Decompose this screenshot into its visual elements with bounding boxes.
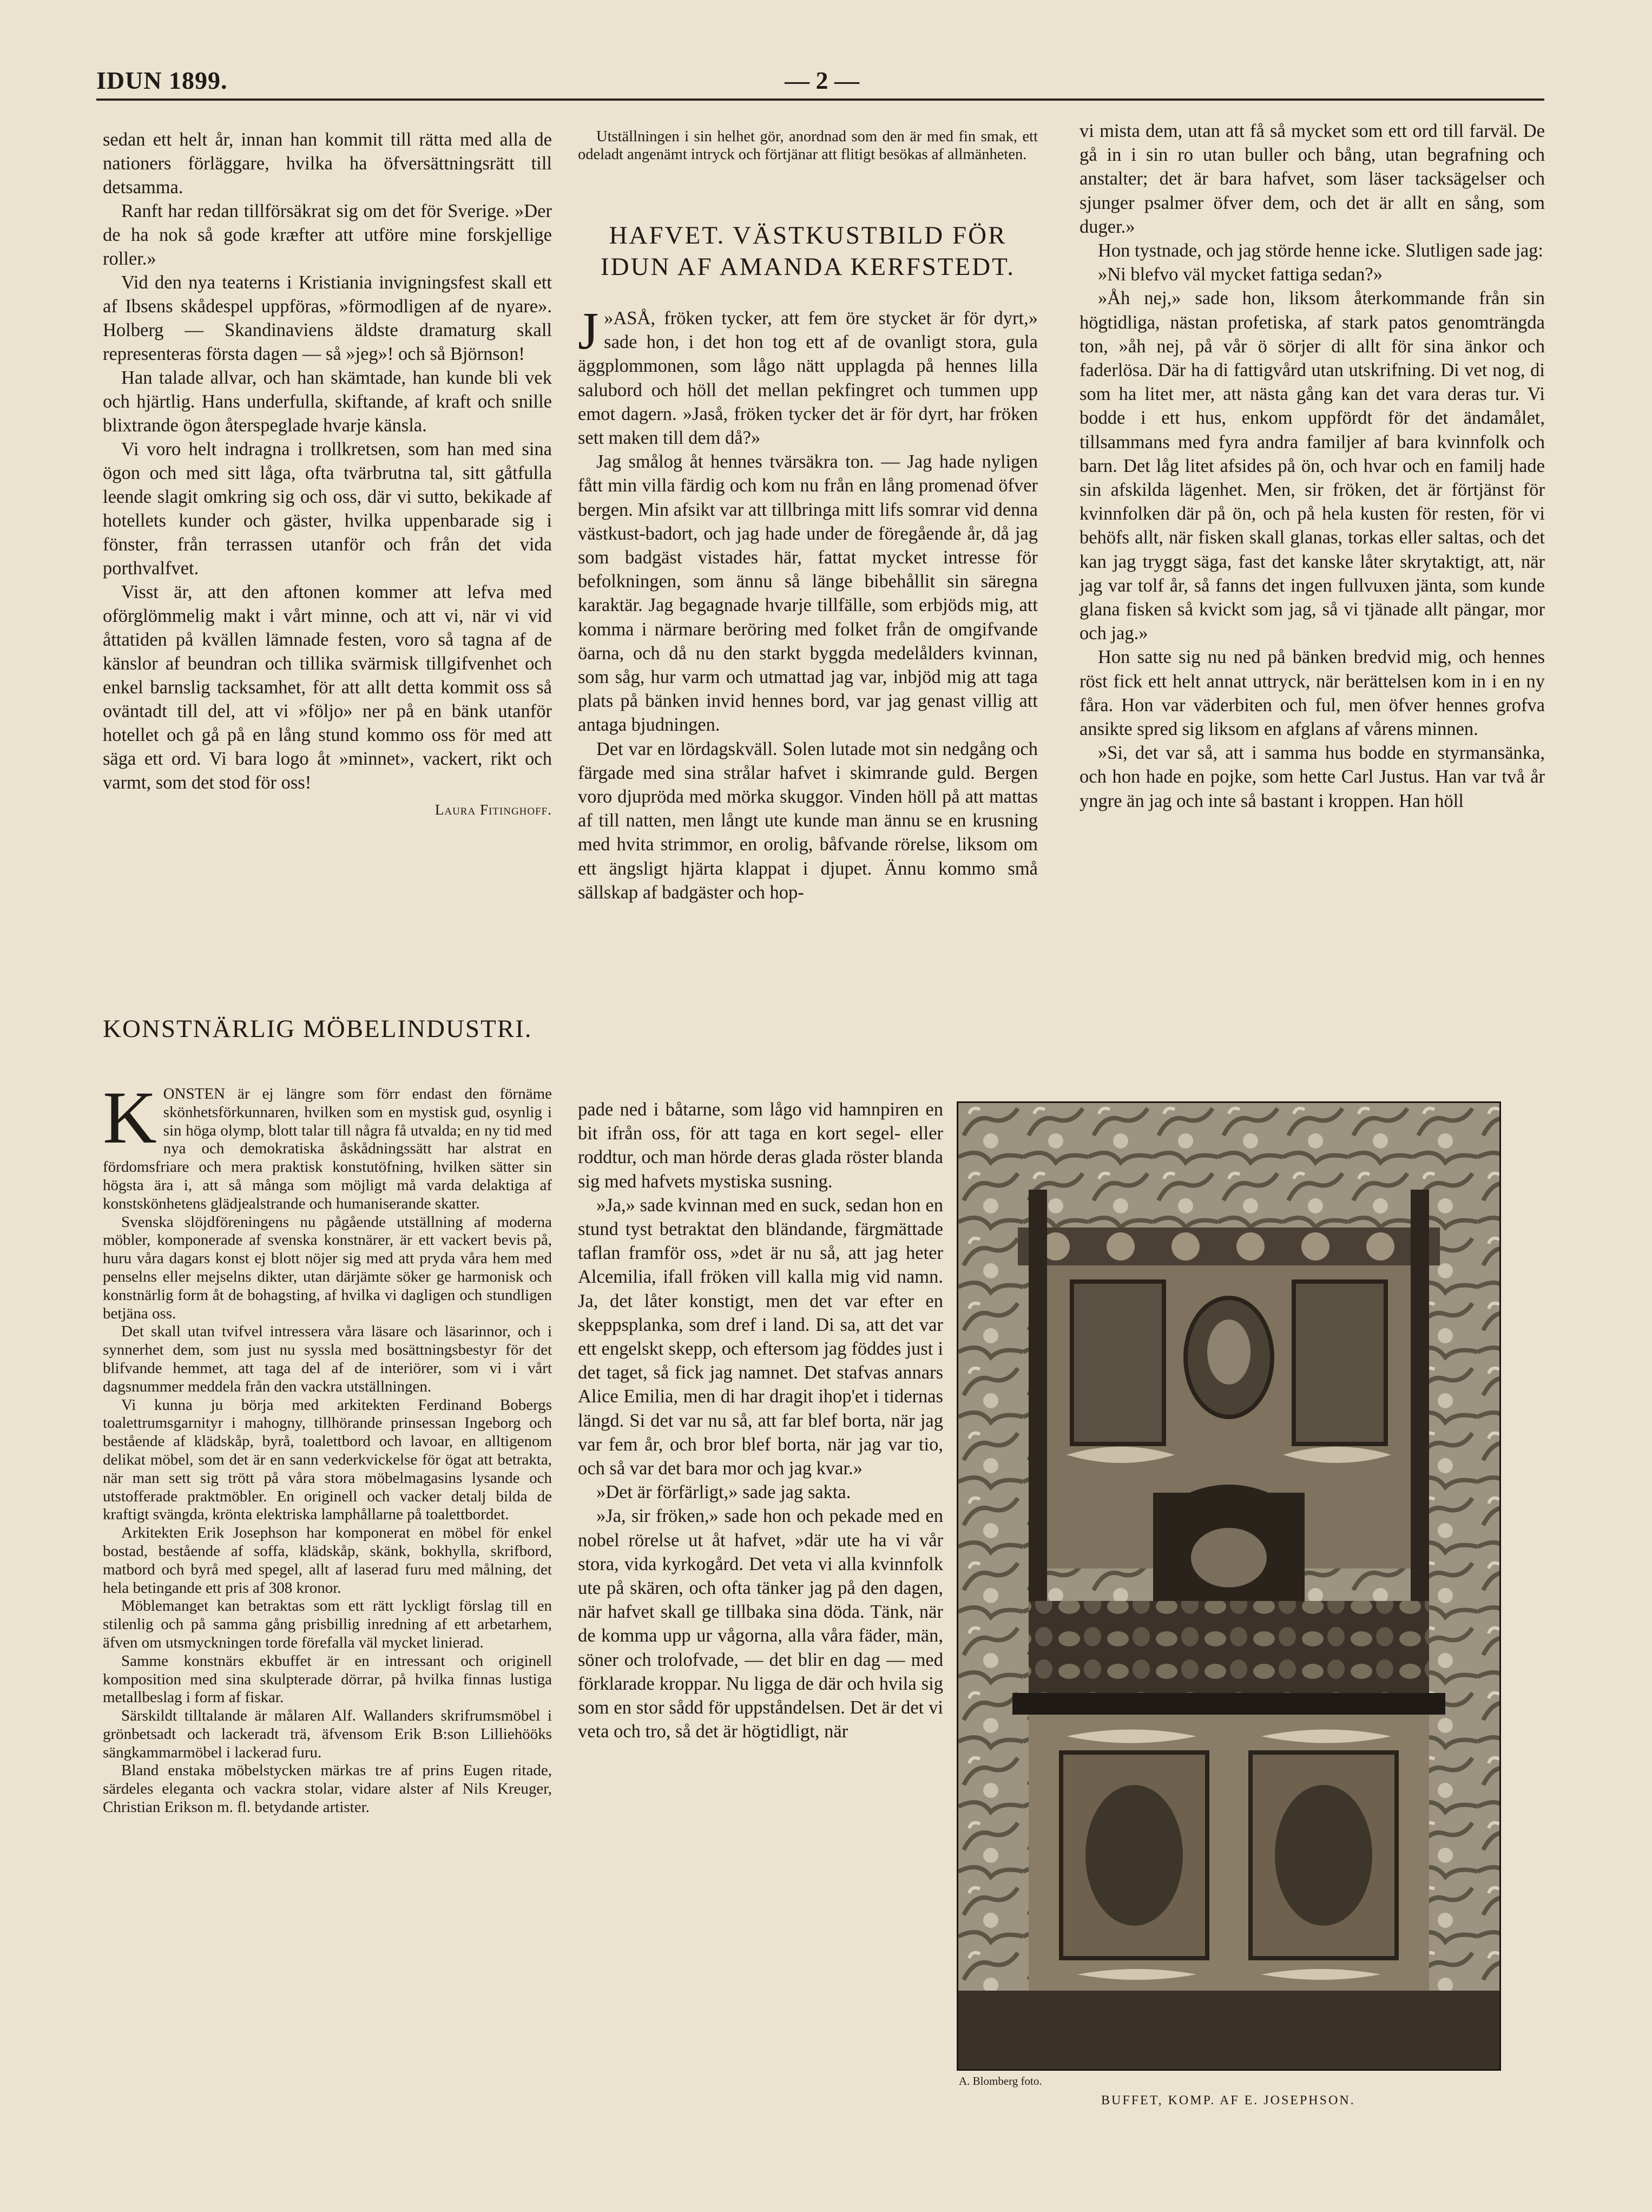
paragraph: Jag smålog åt hennes tvärsäkra ton. — Jag hade nyligen fått min villa färdig och kom nu från en lång promenad öfver bergen. Min afsikt var att tillbringa mitt lifs somrar vid denna västkust-badort, och jag hade under de föregående år, då jag som badgäst vistades här, fattat mycket intresse för befolkningen, som ännu så länge bibehållit sin säregna karaktär. Jag begagnade hvarje tillfälle, som erbjöds mig, att komma i närmare beröring med folket från de omgifvande öarna, och då nu den starkt byggda medelålders kvinnan, som såg, hur varm och utmattad jag var, inbjöd mig att taga plats på bänken invid hennes bord, var jag genast villig att antaga bjudningen. [578,451,1038,736]
buffet-photograph [957,1101,1501,2071]
column-2-lower-text [578,1098,943,1743]
article-konstnarlig-body [103,1076,552,1817]
paragraph: Det var en lördagskväll. Solen lutade mot sin nedgång och färgade med sina strålar hafvet i skimrande guld. Bergen voro djupröda med mörka skuggor. Vinden höll på att mattas af till natten, men långt ute kunde man ännu se en krusning med hvita strimmor, en orolig, båfvande rörelse, liksom om ett ängsligt hjärta klappat i djupet. Ännu kommo små sällskap af badgäster och hop- [578,738,1038,903]
paragraph: Arkitekten Erik Josephson har komponerat en möbel för enkel bostad, bestående af soffa, klädskåp, skänk, bokhylla, skrifbord, matbord och byrå med spegel, allt af laserad furu med målning, det hela betingande ett pris af 308 kronor. [103,1524,552,1597]
photo-caption: BUFFET, KOMP. AF E. JOSEPHSON. [1101,2093,1355,2108]
paragraph: Samme konstnärs ekbuffet är en intressant och originell komposition med sina skulpterade dörrar, på hvilka finnas lustiga metallbeslag i form af fiskar. [103,1652,552,1706]
first-paragraph [578,302,1038,450]
paragraph-text: ASÅ, fröken tycker, att fem öre stycket är för dyrt,» sade hon, i det hon tog ett af de ovanligt stora, gula äggplommonen, som lågo nätt upplagda på hennes lilla salubord och höll det mellan pekfingret och tummen upp emot dagern. »Jaså, fröken tycker det är för dyrt, har fröken sett maken till dem då?» [578,308,1038,449]
paragraph: Särskildt tilltalande är målaren Alf. Wallanders skrifrumsmöbel i grönbetsadt och lackeradt trä, äfvensom Erik B:son Lilliehööks sängkammarmöbel i lackerad furu. [103,1707,552,1761]
paragraph: »Åh nej,» sade hon, liksom återkommande från sin högtidliga, nästan profetiska, af stark patos genomträngda ton, »åh nej, på vår ö sörjer di allt för sina änkor och faderlösa. Där ha di fattigvård utan utskrifning. Di vet nog, di som ha litet mer, att nästa gång kan det vara deras tur. Vi bodde i ett hus, enkom uppfördt för det ändamålet, tillsammans med fyra andra familjer af bara kvinnfolk och barn. Det låg litet afsides på ön, och hvar och en familj hade sin afskilda lägenhet. Men, sir fröken, det är förtjänst för kvinnfolken där på ön, och på hela kusten för resten, för vi behöfs allt, när fisken skall glanas, torkas eller saltas, och det kan jag tryggt säga, fast det kanske låter skrytaktigt, att, när jag var tolf år, så fanns det ingen fullvuxen jänta, som kunde glana fisken så kvickt som jag, så vi tjänade allt pängar, mor och jag.» [1080,288,1545,644]
paragraph: pade ned i båtarne, som lågo vid hamnpiren en bit ifrån oss, för att taga en kort segel- eller roddtur, och man hörde deras glada röster blanda sig med hafvets mystiska susning. [578,1099,943,1192]
story-title: HAFVET. VÄSTKUSTBILD FÖR IDUN AF AMANDA KERFSTEDT. [600,221,1016,281]
paragraph-text: ONSTEN är ej längre som förr endast den förnäme skönhetsförkunnaren, hvilken som en mystisk gud, osynlig i sin höga olymp, blott talar till några få utvalda; en ny tid med nya och demokratiska åskådningssätt har alstrat en fördomsfriare och mera praktisk konstutöfning, hvilken sätter sin högsta ära i, att så många som möjligt må varda delaktiga af konstskönhetens glädjealstrande och humaniserande skatter. [103,1085,552,1212]
column-1-text [103,128,552,822]
quote-mark: » [604,308,614,329]
paragraph: Han talade allvar, och han skämtade, han kunde bli vek och hjärtlig. Hans underfulla, skiftande, af kraft och snille blixtrande ögon återspeglade hvarje känsla. [103,367,552,436]
paragraph: Hon satte sig nu ned på bänken bredvid mig, och hennes röst fick ett helt annat uttryck, när berättelsen kom in i en ny fåra. Hon var väderbiten och ful, men öfver hennes grofva ansikte spred sig liksom en afglans af vårens minnen. [1080,647,1545,740]
paragraph: »Ja, sir fröken,» sade hon och pekade med en nobel rörelse ut åt hafvet, »där ute ha vi vår stora, vida kyrkogård. Det veta vi alla kvinnfolk ute på skären, och ofta tänker jag på den dagen, när hafvet skall ge tillbaka sina döda. Tänk, när de komma upp ur vågorna, alla våra fäder, män, söner och trolofvade, — det blir en dag — med förklarade kroppar. Nu ligga de där och hvila sig som en stor sådd för uppståndelsen. Det är det vi veta och tro, så det är högtidligt, när [578,1506,943,1742]
paragraph: »Det är förfärligt,» sade jag sakta. [596,1482,851,1503]
buffet-illustration [958,1103,1499,2069]
column-2-text [578,128,1038,904]
paragraph: Ranft har redan tillförsäkrat sig om det för Sverige. »Der de ha nok så gode kræfter att utföre mine forskjellige roller.» [103,201,552,269]
photo-credit: A. Blomberg foto. [959,2075,1042,2088]
drop-cap: J [578,302,599,360]
paragraph: Hon tystnade, och jag störde henne icke. Slutligen sade jag: [1098,240,1543,261]
paragraph: »Ja,» sade kvinnan med en suck, sedan hon en stund tyst betraktat den bländande, färgmättade taflan framför oss, »det är nu så, att jag heter Alcemilia, ifall fröken vill kalla mig vid namn. Ja, det låter konstigt, men det var efter en skeppsplanka, som dref i land. Di sa, att det var ett engelskt skepp, och eftersom jag föddes just i det taget, så fick jag namnet. Det stafvas annars Alice Emilia, men di har dragit ihop'et i tidernas längd. Si det var nu så, att far blef borta, när jag var fem år, och bror blef borta, när jag var tio, och så var det bara mor och jag kvar.» [578,1194,943,1479]
paragraph: Möblemanget kan betraktas som ett rätt lyckligt förslag till en stilenlig och på samma gång prisbillig inredning af ett arbetarhem, äfven om utsmyckningen torde förefalla väl mycket linierad. [103,1597,552,1651]
paragraph: Bland enstaka möbelstycken märkas tre af prins Eugen ritade, särdeles eleganta och vackra stolar, vidare alster af Nils Kreuger, Christian Erikson m. fl. betydande artister. [103,1762,552,1816]
paragraph: Vi voro helt indragna i trollkretsen, som han med sina ögon och med sitt låga, ofta tvärbrutna tal, sitt gåtfulla leende slagit omkring sig och oss, där vi sutto, bekikade af hotellets kunder och gäster, hvilka uppenbarade sig i fönster, från terrassen utanför och från det vida porthvalfvet. [103,439,552,579]
paragraph: Svenska slöjdföreningens nu pågående utställning af moderna möbler, komponerade af svenska konstnärer, är ett vackert bevis på, huru våra dagars konst ej blott nöjer sig med att pryda våra hem med penselns eller mejselns dikter, utan därjämte söker ge harmonisk och konstnärlig form åt de bohagsting, af hvilka vi dagligen och stundligen betjäna oss. [103,1213,552,1322]
page-number: — 2 — [785,67,859,94]
exhibition-note: Utställningen i sin helhet gör, anordnad som den är med fin smak, ett odeladt angenämt intryck och förtjänar att flitigt besökas af allmänheten. [578,128,1038,163]
journal-header: IDUN 1899. [96,67,228,94]
paragraph: »Si, det var så, att i samma hus bodde en styrmansänka, och hon hade en pojke, som hette Carl Justus. Han var två år yngre än jag och inte så bastant i kroppen. Han höll [1080,743,1545,811]
paragraph: Vi kunna ju börja med arkitekten Ferdinand Bobergs toalettrumsgarnityr i mahogny, tillhörande prinsessan Ingeborg och bestående af klädskåp, byrå, toalettbord och lavoar, en alltigenom delikat möbel, som det är en sann vederkvickelse för ögat att betrakta, när man sett sig trött på våra stora möbelmagasins lysande och utstofferade praktmöbler. En originell och vacker detalj bilda de kraftigt svängda, krönta elektriska lamphållarne på toalettbordet. [103,1396,552,1524]
first-paragraph [103,1076,552,1213]
author-signature: Laura Fitinghoff. [435,802,552,818]
paragraph: Det skall utan tvifvel intressera våra läsare och läsarinnor, och i synnerhet dem, som just nu sysslа med bosättningsbestyr för det blifvande hemmet, att taga del af de interiörer, som vi i vårt dagsnummer meddela från den vackra utställningen. [103,1323,552,1395]
drop-cap: K [103,1076,157,1159]
paragraph: Visst är, att den aftonen kommer att lefva med oförglömmelig makt i vårt minne, och att vi, när vi vid åttatiden på kvällen lämnade festen, voro så tagna af de känslor af beundran och tillika svärmisk tillgifvenhet och enkel barnslig tacksamhet, för att allt detta kommit oss så oväntadt till del, att vi »följo» ner på en bänk utanför hotellet och gå på en lång stund kommo oss för med att säga ett ord. Vi bara logo åt »minnet», vackert, rikt och varmt, som det stod för oss! [103,582,552,793]
paragraph: »Ni blefvo väl mycket fattiga sedan?» [1098,264,1383,285]
paragraph: sedan ett helt år, innan han kommit till rätta med alla de nationers förläggare, hvilka ha öfversättningsrätt till detsamma. [103,129,552,198]
paragraph: Vid den nya teaterns i Kristiania invigningsfest skall ett af Ibsens skådespel uppföras, »förmodligen af de nyare». Holberg — Skandinaviens äldste dramaturg skall representeras första dagen — så »jeg»! och så Björnson! [103,272,552,364]
paragraph: vi mista dem, utan att få så mycket som ett ord till farväl. De gå in i sin ro utan buller och bång, utan begrafning och anstalter; det är bara hafvet, som läser tacksägelser och sjunger psalmer öfver dem, och det är allt en sång, som duger.» [1080,121,1545,237]
column-3-text [1080,119,1545,813]
article-title-konstnarlig: KONSTNÄRLIG MÖBELINDUSTRI. [103,1015,532,1043]
header-rule [96,99,1544,101]
